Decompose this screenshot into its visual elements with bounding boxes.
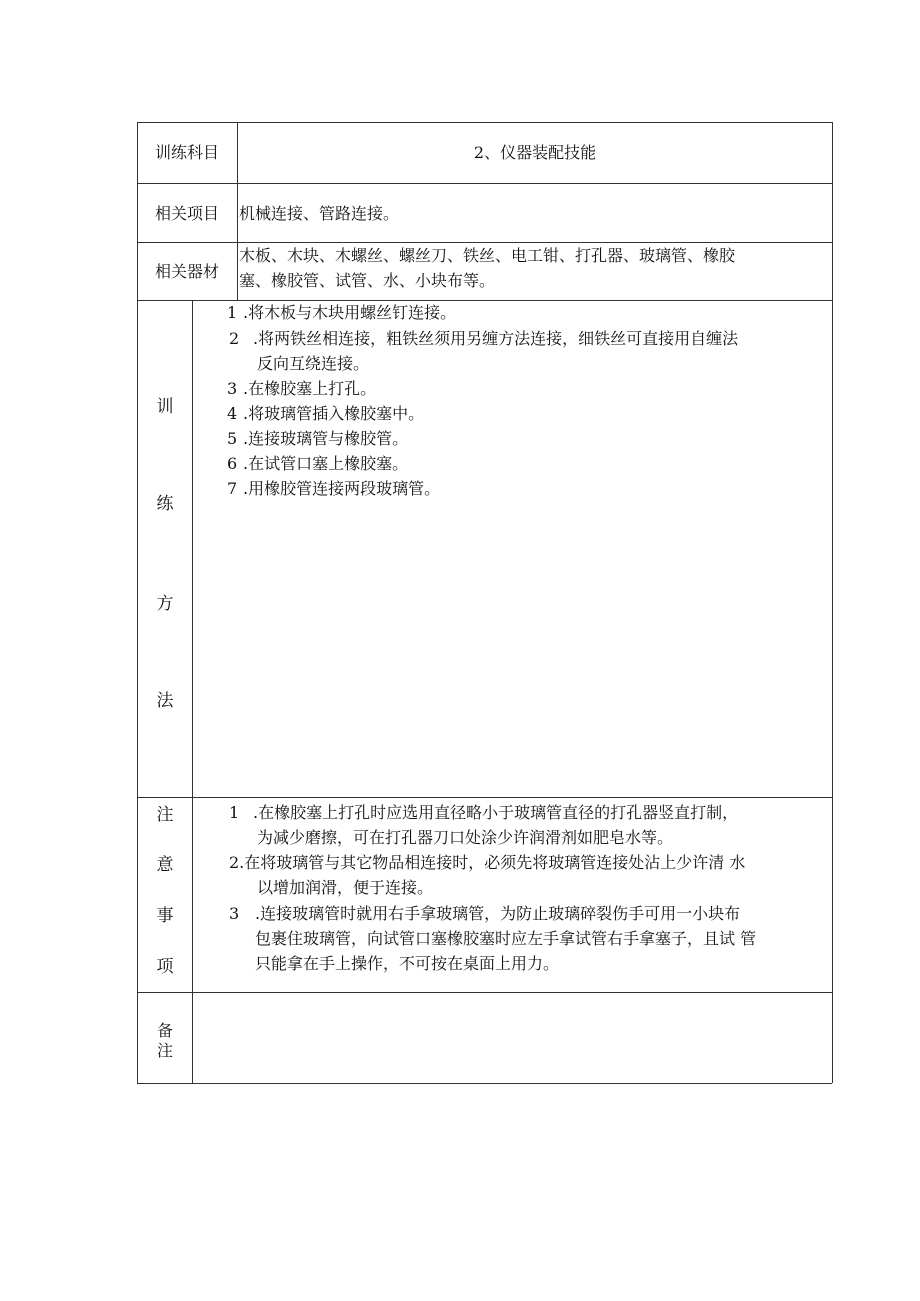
table-border-right xyxy=(832,122,833,1083)
method-item-text: .在试管口塞上橡胶塞。 xyxy=(243,454,409,473)
notes-label-char: 意 xyxy=(156,855,174,875)
row-divider-3 xyxy=(137,300,832,301)
notes-label-char: 项 xyxy=(156,957,174,977)
note-text: 以增加润滑，便于连接。 xyxy=(257,878,434,897)
method-label-char: 法 xyxy=(156,691,174,711)
training-table xyxy=(137,122,833,1084)
row-label-project: 相关项目 xyxy=(154,204,219,223)
remarks-label-char: 备 xyxy=(156,1021,173,1040)
method-item-number: 7 xyxy=(227,479,238,498)
notes-label-char: 注 xyxy=(156,805,174,825)
method-item-text: .将木板与木块用螺丝钉连接。 xyxy=(243,303,457,322)
equipment-value-line-2: 塞、橡胶管、试管、水、小块布等。 xyxy=(239,271,496,290)
note-text: 2.在将玻璃管与其它物品相连接时，必须先将玻璃管连接处沾上少许清 水 xyxy=(229,853,746,872)
table-border-bottom xyxy=(137,1083,832,1084)
row-divider-4 xyxy=(137,797,832,798)
note-number: 1 xyxy=(229,803,240,822)
method-label-char: 方 xyxy=(156,594,174,614)
project-value: 机械连接、管路连接。 xyxy=(239,204,400,223)
method-item-text: .将两铁丝相连接，粗铁丝须用另缠方法连接，细铁丝可直接用自缠法 xyxy=(253,329,739,348)
method-item-text: .连接玻璃管与橡胶管。 xyxy=(243,429,409,448)
note-number: 3 xyxy=(229,904,240,923)
row-divider-1 xyxy=(137,183,832,184)
method-item-number: 5 xyxy=(227,429,238,448)
method-label-char: 练 xyxy=(156,494,174,514)
method-item-number: 6 xyxy=(227,454,238,473)
method-item-number: 3 xyxy=(227,379,238,398)
note-text: .在橡胶塞上打孔时应选用直径略小于玻璃管直径的打孔器竖直打制， xyxy=(253,803,739,822)
method-item-text: .在橡胶塞上打孔。 xyxy=(243,379,377,398)
note-text: .连接玻璃管时就用右手拿玻璃管，为防止玻璃碎裂伤手可用一小块布 xyxy=(255,904,741,923)
method-item-number: 2 xyxy=(229,329,240,348)
note-text: 包裹住玻璃管，向试管口塞橡胶塞时应左手拿试管右手拿塞子，且试 管 xyxy=(255,929,757,948)
row-divider-5 xyxy=(137,992,832,993)
method-item-text: .将玻璃管插入橡胶塞中。 xyxy=(243,404,425,423)
method-item-number: 1 xyxy=(227,303,238,322)
method-label-char: 训 xyxy=(156,397,174,417)
subject-value: 2、仪器装配技能 xyxy=(473,143,597,162)
method-item-number: 4 xyxy=(227,404,238,423)
remarks-label-char: 注 xyxy=(156,1041,173,1060)
row-label-subject: 训练科目 xyxy=(154,143,219,162)
note-text: 为减少磨擦，可在打孔器刀口处涂少许润滑剂如肥皂水等。 xyxy=(257,828,674,847)
table-border-top xyxy=(137,122,832,123)
method-item-text: .用橡胶管连接两段玻璃管。 xyxy=(243,479,441,498)
equipment-value-line-1: 木板、木块、木螺丝、螺丝刀、铁丝、电工钳、打孔器、玻璃管、橡胶 xyxy=(239,246,736,265)
method-item-continuation: 反向互绕连接。 xyxy=(257,354,370,373)
row-label-equipment: 相关器材 xyxy=(154,262,219,281)
notes-label-char: 事 xyxy=(156,906,174,926)
note-text: 只能拿在手上操作，不可按在桌面上用力。 xyxy=(255,954,560,973)
